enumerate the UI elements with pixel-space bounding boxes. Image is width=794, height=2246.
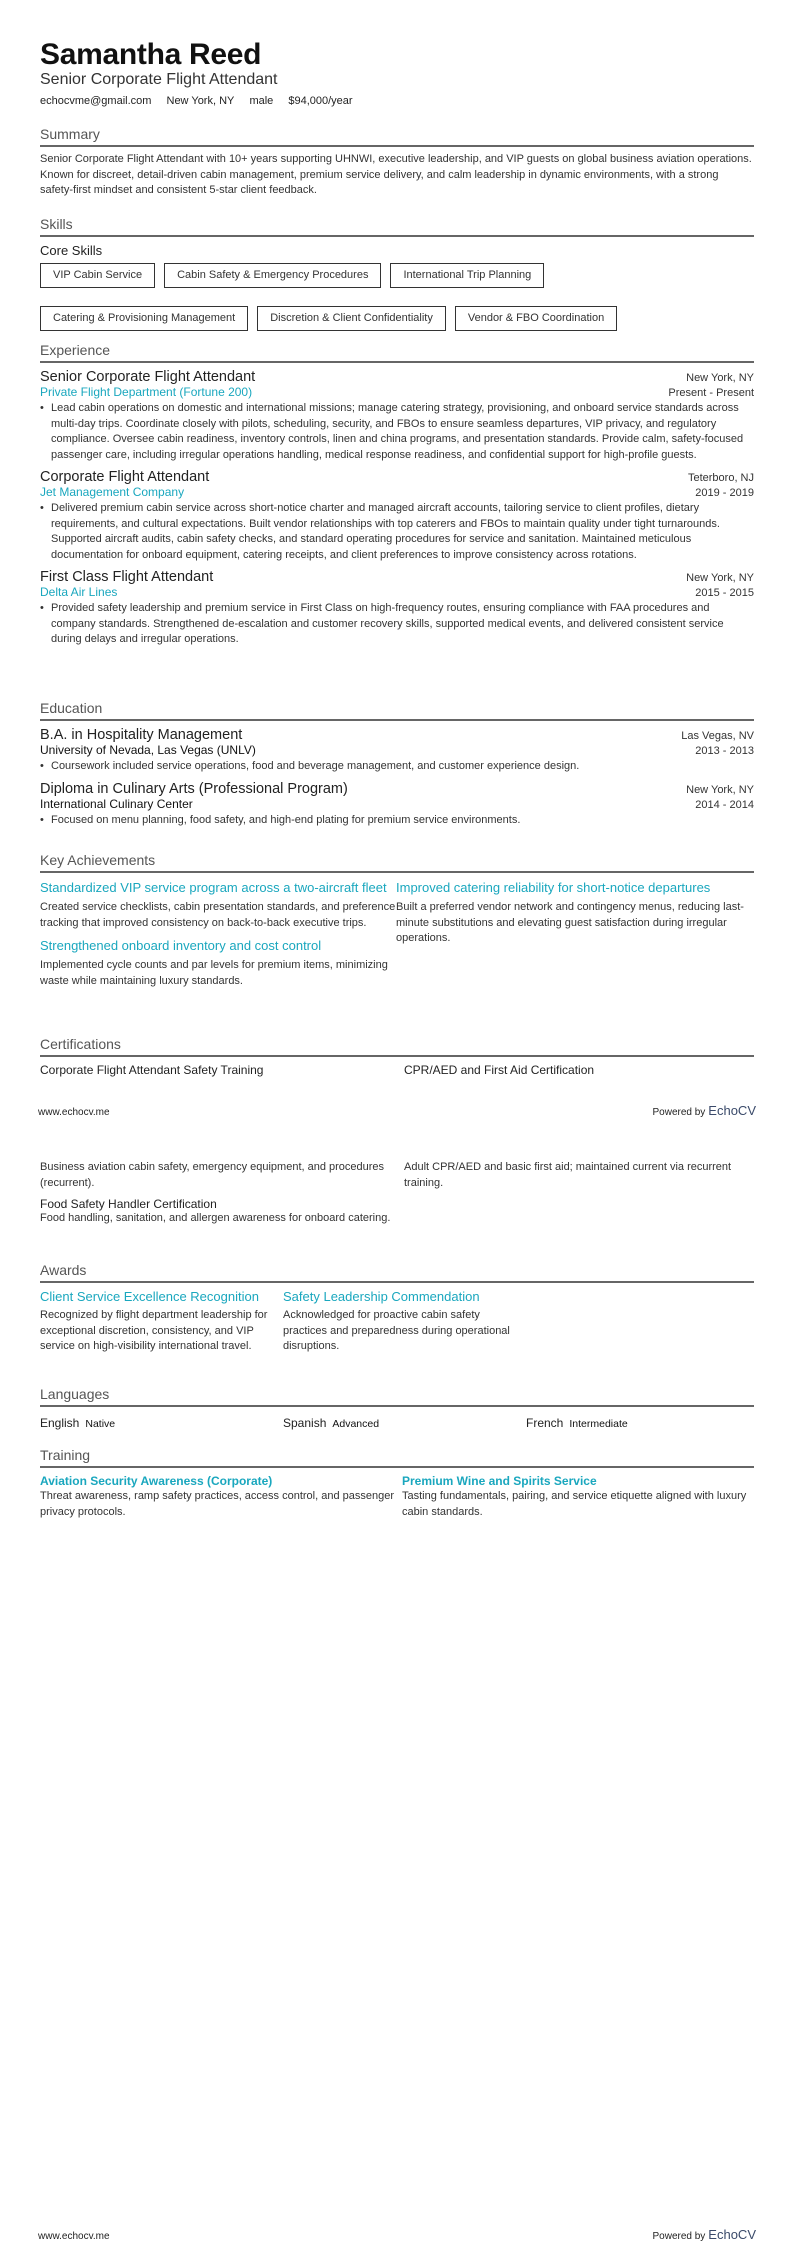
training-section: [40, 1447, 754, 1520]
candidate-title: Senior Corporate Flight Attendant: [40, 71, 278, 88]
job-location: New York, NY: [686, 372, 754, 384]
job-title: Corporate Flight Attendant: [40, 469, 210, 485]
skill-chip: Discretion & Client Confidentiality: [257, 306, 446, 331]
section-heading-awards: Awards: [40, 1262, 754, 1283]
education-bullet: • Coursework included service operations, food and beverage management, and customer experience design.: [40, 759, 754, 775]
language-level: Native: [85, 1418, 116, 1430]
language-name: Spanish: [283, 1416, 327, 1430]
contact-location: New York, NY: [166, 95, 235, 107]
certification-desc: Business aviation cabin safety, emergency equipment, and procedures (recurrent).: [40, 1161, 385, 1189]
section-heading-languages: Languages: [40, 1386, 754, 1407]
achievement-desc: Implemented cycle counts and par levels for premium items, minimizing waste while maintaining luxury standards.: [40, 959, 388, 987]
experience-section: [40, 342, 754, 648]
skill-chip: Vendor & FBO Coordination: [455, 306, 617, 331]
achievement-desc: Built a preferred vendor network and contingency menus, reducing last-minute substitutions and elevating guest satisfaction during irregular operations.: [396, 901, 744, 944]
certification-desc: Adult CPR/AED and basic first aid; maintained current via recurrent training.: [404, 1161, 732, 1189]
certifications-section: [40, 1036, 754, 1077]
achievement-title: Strengthened onboard inventory and cost control: [40, 938, 322, 953]
award-title: Safety Leadership Commendation: [283, 1289, 480, 1304]
award-item: [40, 1289, 283, 1355]
section-heading-summary: Summary: [40, 126, 754, 147]
achievement-item: [40, 879, 396, 931]
bullet-icon: •: [40, 402, 44, 414]
summary-section: [40, 126, 754, 199]
language-item: [283, 1414, 526, 1432]
training-desc: Threat awareness, ramp safety practices, access control, and passenger privacy protocols.: [40, 1490, 395, 1518]
degree-title: B.A. in Hospitality Management: [40, 727, 243, 743]
footer-powered: Powered by EchoCV: [652, 2227, 756, 2242]
job-title: First Class Flight Attendant: [40, 569, 214, 585]
languages-section: [40, 1386, 754, 1432]
brand-logo: EchoCV: [708, 1103, 756, 1118]
section-heading-achievements: Key Achievements: [40, 852, 754, 873]
language-level: Advanced: [332, 1418, 380, 1430]
bullet-icon: •: [40, 502, 44, 514]
company-name: Private Flight Department (Fortune 200): [40, 385, 253, 399]
job-bullet: • Provided safety leadership and premium service in First Class on high-frequency routes, ensuring compliance with FAA procedures and company standards. Strengthened de-escalation and customer recovery skills, supported medical events, and delivered consistent service during delays and irregular operations.: [40, 601, 754, 648]
bullet-icon: •: [40, 813, 44, 826]
candidate-name: Samantha Reed: [40, 38, 262, 71]
certifications-continued: [40, 1160, 754, 1227]
award-title: Client Service Excellence Recognition: [40, 1289, 259, 1304]
education-entry: [40, 781, 754, 829]
bullet-icon: •: [40, 760, 44, 772]
experience-entry: [40, 569, 754, 648]
school-location: Las Vegas, NV: [681, 730, 754, 742]
training-desc: Tasting fundamentals, pairing, and service etiquette aligned with luxury cabin standards.: [402, 1490, 747, 1518]
contact-email: echocvme@gmail.com: [40, 95, 152, 107]
education-dates: 2013 - 2013: [695, 745, 754, 757]
school-name: University of Nevada, Las Vegas (UNLV): [40, 743, 256, 757]
bullet-icon: •: [40, 602, 44, 614]
achievement-item: [396, 879, 754, 947]
job-location: New York, NY: [686, 572, 754, 584]
achievement-title: Improved catering reliability for short-notice departures: [396, 880, 711, 895]
achievement-item: [40, 937, 396, 989]
job-dates: Present - Present: [668, 387, 754, 399]
skill-chip: VIP Cabin Service: [40, 263, 155, 288]
training-item: [402, 1474, 754, 1520]
school-name: International Culinary Center: [40, 796, 193, 811]
certification-title: Food Safety Handler Certification: [40, 1197, 217, 1211]
language-name: French: [526, 1416, 564, 1430]
job-location: Teterboro, NJ: [687, 472, 754, 484]
award-desc: Acknowledged for proactive cabin safety practices and preparedness during operational disruptions.: [283, 1309, 510, 1352]
company-name: Delta Air Lines: [40, 585, 118, 599]
certification-title: Corporate Flight Attendant Safety Training: [40, 1063, 264, 1077]
training-item: [40, 1474, 402, 1520]
job-bullet: • Delivered premium cabin service across short-notice charter and managed aircraft accounts, tailoring service to client profiles, dietary requirements, and cultural expectations. Built vendor relationships with top caterers and FBOs to maintain quality under tight turnarounds. Supported aircraft audits, cabin safety checks, and standard operating procedures for service and sanitation. Maintained meticulous documentation for onboard equipment, catering receipts, and client preferences to improve consistency across rotations.: [40, 501, 754, 563]
achievements-section: [40, 852, 754, 995]
education-section: [40, 700, 754, 828]
contact-gender: male: [249, 95, 274, 107]
brand-logo: EchoCV: [708, 2227, 756, 2242]
page-footer: [38, 1102, 756, 1120]
section-heading-skills: Skills: [40, 216, 754, 237]
certification-desc: Food handling, sanitation, and allergen awareness for onboard catering.: [40, 1212, 391, 1224]
page-footer: [38, 2226, 756, 2244]
training-title: Aviation Security Awareness (Corporate): [40, 1474, 273, 1488]
job-dates: 2015 - 2015: [695, 587, 754, 599]
footer-site-link[interactable]: www.echocv.me: [38, 2231, 110, 2242]
skill-chip: Cabin Safety & Emergency Procedures: [164, 263, 381, 288]
education-entry: [40, 727, 754, 775]
language-item: [40, 1414, 283, 1432]
job-dates: 2019 - 2019: [695, 487, 754, 499]
school-location: New York, NY: [686, 783, 754, 796]
achievement-desc: Created service checklists, cabin presentation standards, and preference tracking that improved consistency on back-to-back executive trips.: [40, 901, 396, 929]
section-heading-education: Education: [40, 700, 754, 721]
job-bullet: • Lead cabin operations on domestic and international missions; manage catering strategy, provisioning, and onboard service standards across multi-day trips. Coordinate closely with pilots, scheduling, security, and FBOs to ensure seamless departures, VIP privacy, and regulatory compliance. Oversee cabin readiness, inventory controls, linen and china programs, and presentation standards. Provide calm, safety-focused passenger care, including irregular operations handling, medical response readiness, and confidential support for high-profile guests.: [40, 401, 754, 463]
footer-powered: Powered by EchoCV: [652, 1103, 756, 1118]
education-dates: 2014 - 2014: [695, 798, 754, 811]
experience-entry: [40, 369, 754, 463]
contact-salary: $94,000/year: [288, 95, 353, 107]
contact-line: [40, 95, 365, 107]
degree-title: Diploma in Culinary Arts (Professional Program): [40, 780, 348, 797]
section-heading-training: Training: [40, 1447, 754, 1468]
language-name: English: [40, 1416, 80, 1430]
education-bullet: • Focused on menu planning, food safety, and high-end plating for premium service environments.: [40, 813, 754, 829]
skills-group-label: Core Skills: [40, 243, 103, 258]
awards-section: [40, 1262, 754, 1355]
summary-text: Senior Corporate Flight Attendant with 10+ years supporting UHNWI, executive leadership, and VIP guests on global business aviation operations. Known for discreet, detail-driven cabin management, premium service delivery, and calm leadership in dynamic environments, with a strong safety-first mindset and consistent 5-star client feedback.: [40, 153, 752, 196]
language-level: Intermediate: [569, 1418, 628, 1430]
award-item: [283, 1289, 526, 1355]
skill-chip: Catering & Provisioning Management: [40, 306, 248, 331]
skill-chip: International Trip Planning: [390, 263, 544, 288]
experience-entry: [40, 469, 754, 563]
award-desc: Recognized by flight department leadership for exceptional discretion, consistency, and VIP service on high-visibility international travel.: [40, 1309, 268, 1352]
training-title: Premium Wine and Spirits Service: [402, 1474, 597, 1488]
company-name: Jet Management Company: [40, 485, 185, 499]
achievement-title: Standardized VIP service program across a two-aircraft fleet: [40, 880, 387, 895]
job-title: Senior Corporate Flight Attendant: [40, 369, 256, 385]
language-item: [526, 1414, 754, 1432]
footer-site-link[interactable]: www.echocv.me: [38, 1107, 110, 1118]
section-heading-experience: Experience: [40, 342, 754, 363]
section-heading-certifications: Certifications: [40, 1036, 754, 1057]
skills-section: [40, 216, 754, 331]
certification-title: CPR/AED and First Aid Certification: [404, 1063, 595, 1077]
skill-chips: [40, 263, 754, 331]
